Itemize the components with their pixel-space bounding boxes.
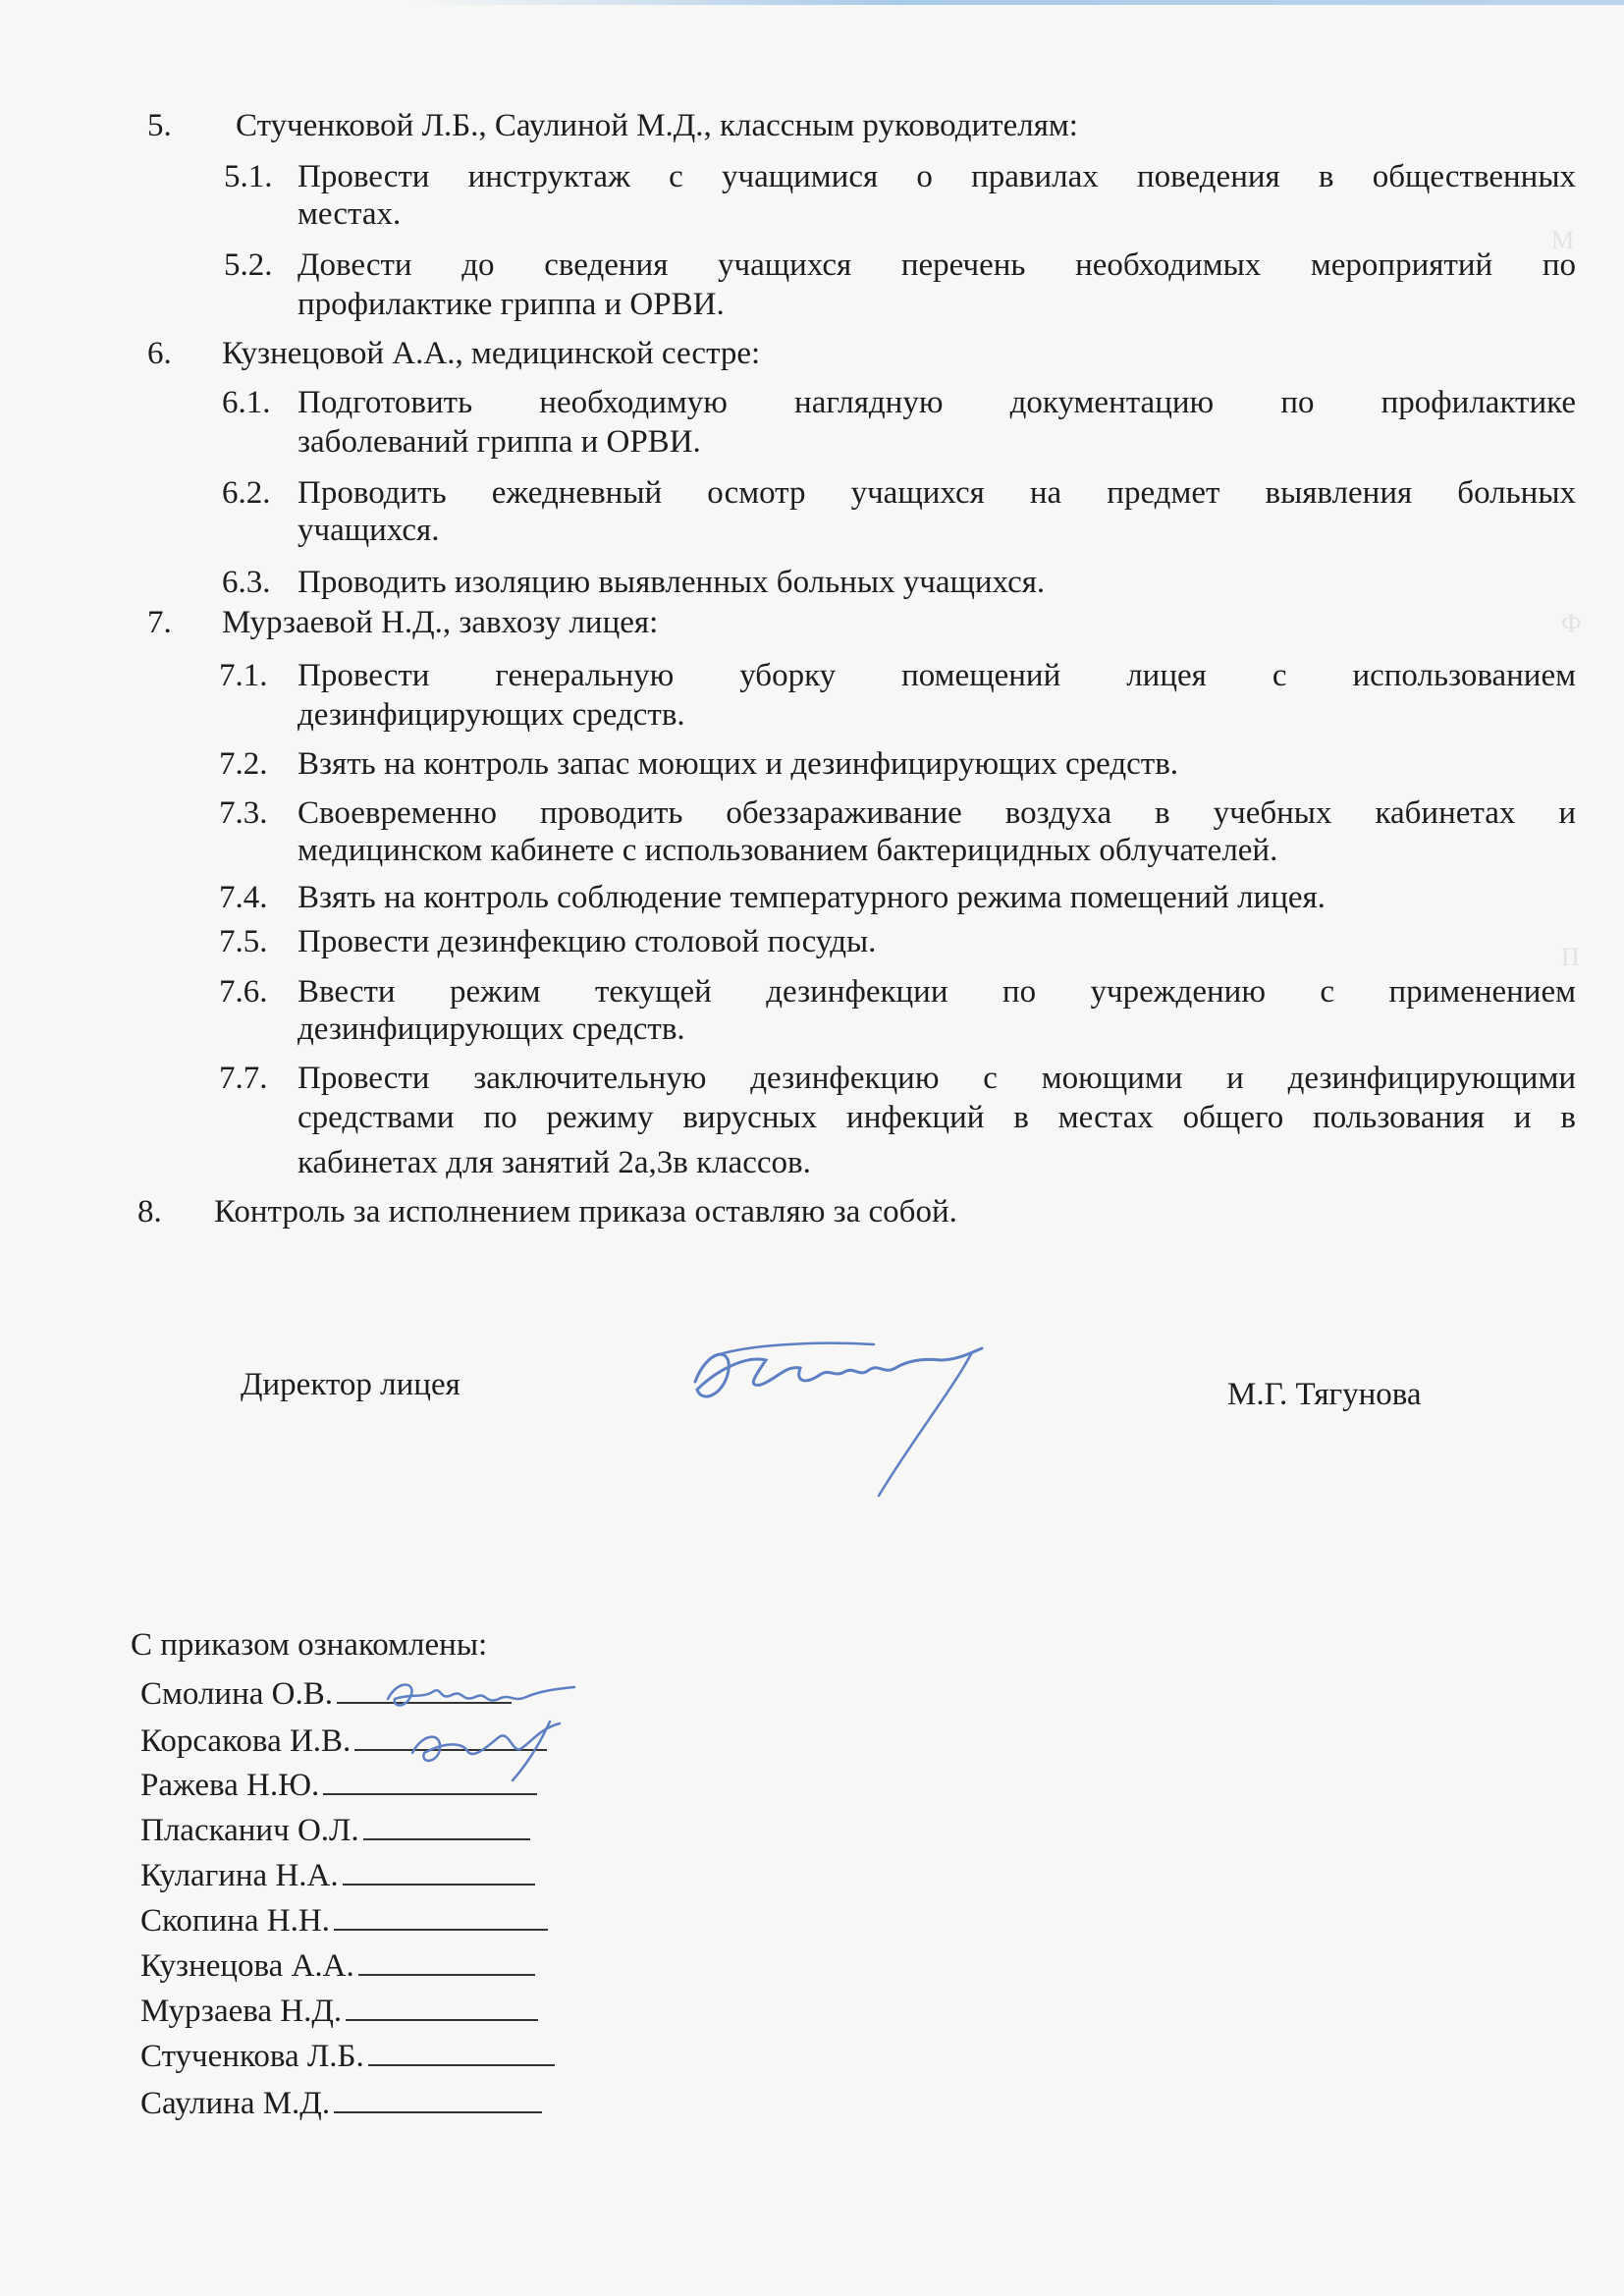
item-number: 8.: [137, 1194, 162, 1230]
acknowledged-name: Мурзаева Н.Д.: [140, 1994, 343, 2029]
subitem-number: 7.3.: [219, 795, 268, 831]
subitem-text: Провести дезинфекцию столовой посуды.: [298, 924, 877, 959]
item-text: Кузнецовой А.А., медицинской сестре:: [222, 336, 761, 371]
acknowledged-row: [140, 2035, 555, 2076]
director-title: Директор лицея: [241, 1367, 460, 1402]
subitem-text: Подготовить необходимую наглядную документацию по профилактике: [298, 385, 1576, 420]
subitem-text: профилактике гриппа и ОРВИ.: [298, 287, 725, 322]
subitem-text: Взять на контроль запас моющих и дезинфицирующих средств.: [298, 746, 1179, 782]
subitem-text: средствами по режиму вирусных инфекций в местах общего пользования и в: [298, 1100, 1576, 1135]
subitem-text: дезинфицирующих средств.: [298, 1011, 685, 1047]
subitem-number: 7.2.: [219, 746, 268, 782]
subitem-number: 6.1.: [222, 385, 271, 420]
signature-line: [363, 1809, 530, 1840]
item-number: 7.: [147, 605, 172, 640]
acknowledged-row: [140, 1809, 530, 1850]
bleed-through-mark: Ф: [1561, 609, 1582, 637]
acknowledged-name: Кулагина Н.А.: [140, 1858, 339, 1893]
item-number: 5.: [147, 108, 172, 143]
acknowledged-name: Стученкова Л.Б.: [140, 2039, 364, 2074]
subitem-text: Провести инструктаж с учащимися о правилах поведения в общественных: [298, 159, 1576, 194]
item-text: Мурзаевой Н.Д., завхозу лицея:: [222, 605, 659, 640]
acknowledged-name: Кузнецова А.А.: [140, 1948, 354, 1984]
director-name: М.Г. Тягунова: [1227, 1377, 1422, 1412]
bleed-through-mark: М: [1551, 226, 1575, 254]
bleed-through-mark: П: [1561, 943, 1580, 971]
signature-line: [343, 1854, 535, 1886]
acknowledged-name: Ражева Н.Ю.: [140, 1768, 320, 1803]
subitem-text: учащихся.: [298, 513, 440, 548]
subitem-text: Проводить изоляцию выявленных больных учащихся.: [298, 565, 1046, 600]
signature-line: [334, 2082, 542, 2113]
signature-line: [368, 2035, 555, 2066]
subitem-text: Довести до сведения учащихся перечень необходимых мероприятий по: [298, 247, 1576, 283]
subitem-text: Проводить ежедневный осмотр учащихся на предмет выявления больных: [298, 475, 1576, 511]
subitem-number: 6.2.: [222, 475, 271, 511]
subitem-text: Своевременно проводить обеззараживание воздуха в учебных кабинетах и: [298, 795, 1576, 831]
subitem-number: 7.5.: [219, 924, 268, 959]
signature-line: [346, 1990, 538, 2021]
korsakova-signature: [403, 1714, 589, 1782]
subitem-text: заболеваний гриппа и ОРВИ.: [298, 424, 701, 460]
subitem-number: 7.1.: [219, 658, 268, 693]
smolina-signature: [383, 1669, 579, 1719]
subitem-text: Провести заключительную дезинфекцию с моющими и дезинфицирующими: [298, 1061, 1576, 1096]
subitem-text: кабинетах для занятий 2а,3в классов.: [298, 1145, 811, 1180]
item-text: Контроль за исполнением приказа оставляю за собой.: [214, 1194, 957, 1230]
subitem-number: 7.6.: [219, 974, 268, 1010]
acknowledged-row: [140, 1854, 535, 1895]
subitem-text: Взять на контроль соблюдение температурного режима помещений лицея.: [298, 880, 1326, 915]
signature-line: [334, 1899, 548, 1931]
subitem-number: 5.2.: [224, 247, 273, 283]
acknowledged-name: Скопина Н.Н.: [140, 1903, 330, 1939]
scan-edge: [412, 0, 1624, 5]
acknowledged-name: Пласканич О.Л.: [140, 1813, 359, 1848]
subitem-text: Провести генеральную уборку помещений лицея с использованием: [298, 658, 1576, 693]
item-text: Стученковой Л.Б., Саулиной М.Д., классным руководителям:: [236, 108, 1078, 143]
acknowledged-name: Корсакова И.В.: [140, 1723, 352, 1759]
signature-line: [358, 1944, 535, 1976]
subitem-number: 7.7.: [219, 1061, 268, 1096]
acknowledged-heading: С приказом ознакомлены:: [131, 1627, 488, 1663]
acknowledged-name: Саулина М.Д.: [140, 2086, 331, 2121]
subitem-number: 5.1.: [224, 159, 273, 194]
acknowledged-row: [140, 1990, 538, 2031]
item-number: 6.: [147, 336, 172, 371]
subitem-text: медицинском кабинете с использованием бактерицидных облучателей.: [298, 833, 1278, 868]
subitem-number: 6.3.: [222, 565, 271, 600]
subitem-text: местах.: [298, 196, 402, 232]
subitem-text: дезинфицирующих средств.: [298, 697, 685, 733]
acknowledged-row: [140, 1899, 548, 1941]
acknowledged-row: [140, 2082, 542, 2123]
subitem-number: 7.4.: [219, 880, 268, 915]
subitem-text: Ввести режим текущей дезинфекции по учреждению с применением: [298, 974, 1576, 1010]
acknowledged-name: Смолина О.В.: [140, 1676, 333, 1712]
director-signature: [677, 1331, 1001, 1507]
acknowledged-row: [140, 1944, 535, 1986]
